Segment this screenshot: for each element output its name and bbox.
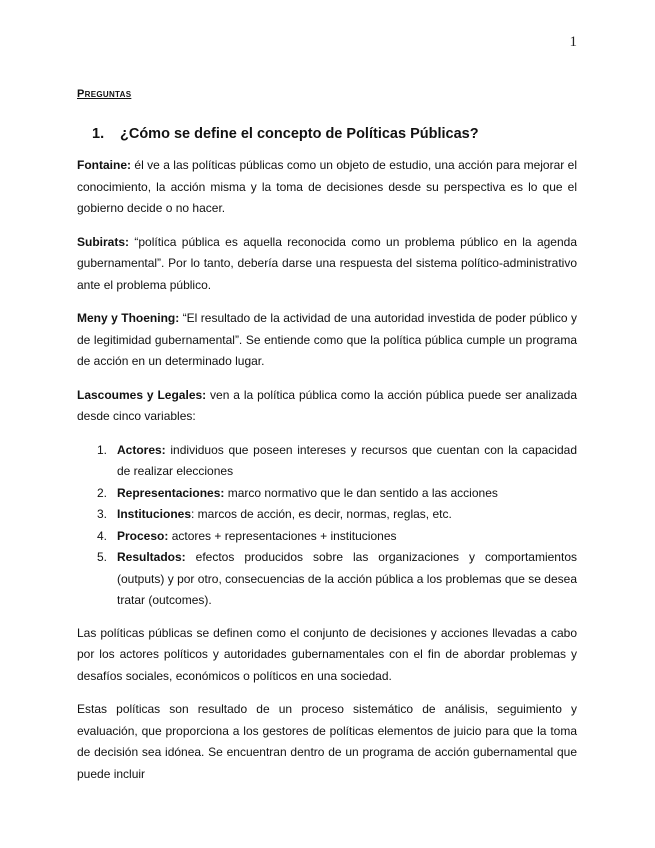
list-item (77, 526, 577, 548)
paragraph-fontaine (77, 155, 577, 220)
list-item-text: efectos producidos sobre las organizaciones y comportamientos (outputs) y por otro, consecuencias de la acción pública a los problemas que se desea tratar (outcomes). (117, 550, 577, 607)
list-item-text: : marcos de acción, es decir, normas, reglas, etc. (191, 507, 452, 521)
paragraph-text: él ve a las políticas públicas como un objeto de estudio, una acción para mejorar el conocimiento, la acción misma y la toma de decisiones desde su perspectiva es lo que el gobierno decide o no hacer. (77, 158, 577, 215)
author-name: Lascoumes y Legales: (77, 387, 207, 402)
list-item-term: Resultados: (117, 550, 186, 564)
list-item-term: Instituciones (117, 507, 192, 521)
list-item-number: 1. (97, 442, 108, 457)
section-label: Preguntas (77, 88, 132, 100)
list-item-number: 4. (97, 528, 108, 543)
paragraph-text: “política pública es aquella reconocida como un problema público en la agenda gubernamental”. Por lo tanto, debería darse una respuesta del sistema político-administrativo ante el problema público. (77, 234, 577, 292)
list-item (77, 440, 577, 483)
list-item-text: individuos que poseen intereses y recursos que cuentan con la capacidad de realizar elecciones (117, 442, 577, 478)
list-item (77, 504, 577, 526)
list-item-number: 3. (97, 507, 108, 521)
list-item-term: Representaciones: (117, 485, 225, 500)
list-item-text: actores + representaciones + instituciones (168, 528, 397, 543)
list-item (77, 547, 577, 612)
list-item-term: Actores: (117, 442, 166, 457)
author-name: Fontaine: (77, 158, 131, 172)
author-name: Meny y Thoening: (77, 311, 180, 325)
paragraph-meny-thoening (77, 308, 577, 373)
paragraph-definition: Las políticas públicas se definen como el conjunto de decisiones y acciones llevadas a cabo por los actores políticos y autoridades gubernamentales con el fin de abordar problemas y desafíos sociales, económicos o políticos en una sociedad. (77, 625, 577, 683)
page-number: 1 (569, 34, 577, 50)
paragraph-text: “El resultado de la actividad de una autoridad investida de poder público y de legitimidad gubernamental”. Se entiende como que la política pública cumple un programa de acción en un determinado lugar. (77, 311, 577, 368)
list-item (77, 483, 577, 505)
document-body (77, 88, 577, 797)
question-text: ¿Cómo se define el concepto de Políticas Públicas? (120, 126, 479, 142)
question-heading (92, 126, 577, 142)
variables-list (77, 440, 577, 612)
author-name: Subirats: (77, 234, 130, 249)
paragraph-process: Estas políticas son resultado de un proceso sistemático de análisis, seguimiento y evaluación, que proporciona a los gestores de políticas elementos de juicio para que la toma de decisión sea idónea. Se encuentran dentro de un programa de acción gubernamental que puede incluir (77, 702, 577, 781)
paragraph-lascoumes-legales (77, 385, 577, 428)
list-item-term: Proceso: (117, 528, 169, 543)
paragraph-subirats (77, 232, 577, 297)
paragraph-text: ven a la política pública como la acción pública puede ser analizada desde cinco variables: (77, 387, 578, 423)
list-item-number: 2. (97, 485, 108, 500)
list-item-number: 5. (97, 550, 108, 564)
list-item-text: marco normativo que le dan sentido a las acciones (224, 485, 498, 500)
question-number: 1. (92, 126, 105, 142)
